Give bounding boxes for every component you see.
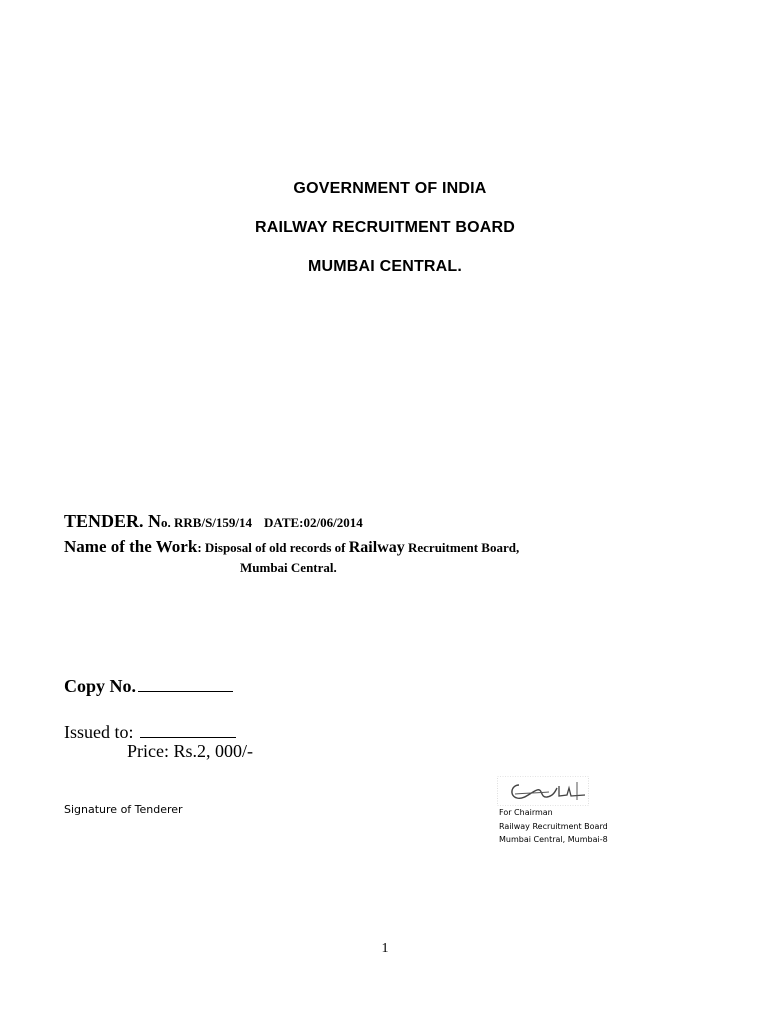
chairman-line-1: For Chairman — [499, 808, 553, 817]
issued-label: Issued to: — [64, 722, 134, 742]
work-label: Name of the Work — [64, 537, 198, 556]
price-line: Price: Rs.2, 000/- — [127, 741, 253, 761]
heading-government: GOVERNMENT OF INDIA — [293, 180, 487, 197]
tender-label-a: TENDER. N — [64, 511, 162, 531]
tender-label-b: o. — [161, 515, 175, 530]
heading-location: MUMBAI CENTRAL. — [307, 258, 463, 275]
copy-label: Copy No. — [64, 676, 137, 696]
chairman-block — [499, 806, 608, 847]
issued-to-line — [64, 721, 236, 743]
copy-number-blank — [138, 675, 233, 692]
heading-board: RAILWAY RECRUITMENT BOARD — [254, 219, 516, 236]
chairman-line-2: Railway Recruitment Board — [499, 821, 608, 831]
issued-to-blank — [140, 721, 236, 738]
work-name-line — [64, 537, 519, 557]
signature-of-tenderer: Signature of Tenderer — [64, 803, 183, 816]
chairman-line-3: Mumbai Central, Mumbai-8 — [499, 835, 608, 844]
tender-number-line — [64, 511, 363, 532]
work-name-line-2: Mumbai Central. — [240, 560, 337, 575]
work-text-a: : Disposal of old records of — [197, 540, 349, 555]
tender-number: RRB/S/159/14 — [174, 515, 253, 530]
page-number: 1 — [381, 941, 389, 956]
copy-number-line — [64, 675, 233, 697]
tender-date: DATE:02/06/2014 — [264, 515, 363, 530]
work-railway: Railway — [348, 539, 405, 556]
chairman-signature-image — [497, 776, 589, 806]
work-text-b: Recruitment Board, — [404, 540, 520, 555]
